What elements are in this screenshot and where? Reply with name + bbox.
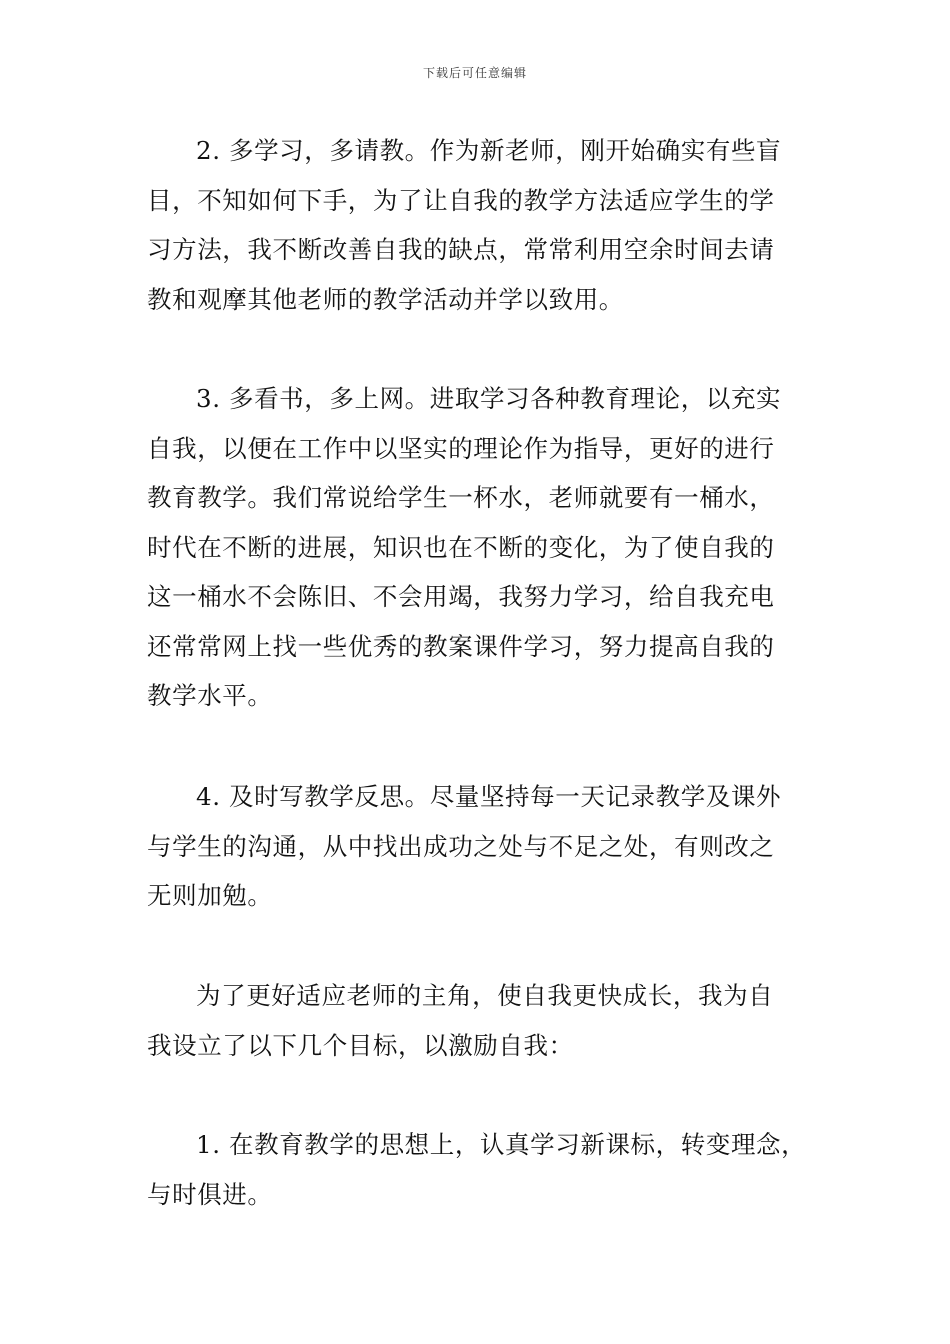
- paragraph-line: 教育教学。我们常说给学生一杯水，老师就要有一桶水，: [147, 483, 775, 512]
- paragraph-line: 这一桶水不会陈旧、不会用竭，我努力学习，给自我充电: [147, 582, 775, 611]
- paragraph-3: [147, 374, 781, 721]
- paragraph-line: 教和观摩其他老师的教学活动并学以致用。: [147, 284, 624, 314]
- paragraph-line: 时代在不断的进展，知识也在不断的变化，为了使自我的: [147, 532, 775, 562]
- paragraph-line: 与学生的沟通，从中找出成功之处与不足之处，有则改之: [147, 831, 775, 861]
- paragraph-line: 我设立了以下几个目标，以激励自我：: [147, 1030, 574, 1060]
- paragraph-line: 2. 多学习，多请教。作为新老师，刚开始确实有些盲: [196, 136, 782, 165]
- paragraph-line: 3. 多看书，多上网。进取学习各种教育理论，以充实: [196, 384, 782, 413]
- paragraph-line: 目，不知如何下手，为了让自我的教学方法适应学生的学: [147, 185, 775, 215]
- paragraph-4: [147, 772, 781, 921]
- paragraph-line: 习方法，我不断改善自我的缺点，常常利用空余时间去请: [147, 235, 775, 264]
- paragraph-line: 无则加勉。: [147, 881, 273, 910]
- paragraph-line: 4. 及时写教学反思。尽量坚持每一天记录教学及课外: [196, 782, 782, 811]
- paragraph-goal-1: [147, 1120, 806, 1219]
- paragraph-line: 为了更好适应老师的主角，使自我更快成长，我为自: [196, 981, 774, 1010]
- paragraph-line: 还常常网上找一些优秀的教案课件学习，努力提高自我的: [147, 631, 775, 661]
- paragraph-line: 与时俱进。: [147, 1179, 273, 1209]
- paragraph-line: 自我，以便在工作中以坚实的理论作为指导，更好的进行: [147, 433, 775, 463]
- paragraph-line: 1. 在教育教学的思想上，认真学习新课标，转变理念，: [196, 1130, 807, 1159]
- paragraph-line: 教学水平。: [147, 681, 273, 710]
- header-note: 下载后可任意编辑: [422, 66, 527, 80]
- paragraph-goals-intro: [147, 971, 773, 1070]
- paragraph-2: [147, 126, 781, 324]
